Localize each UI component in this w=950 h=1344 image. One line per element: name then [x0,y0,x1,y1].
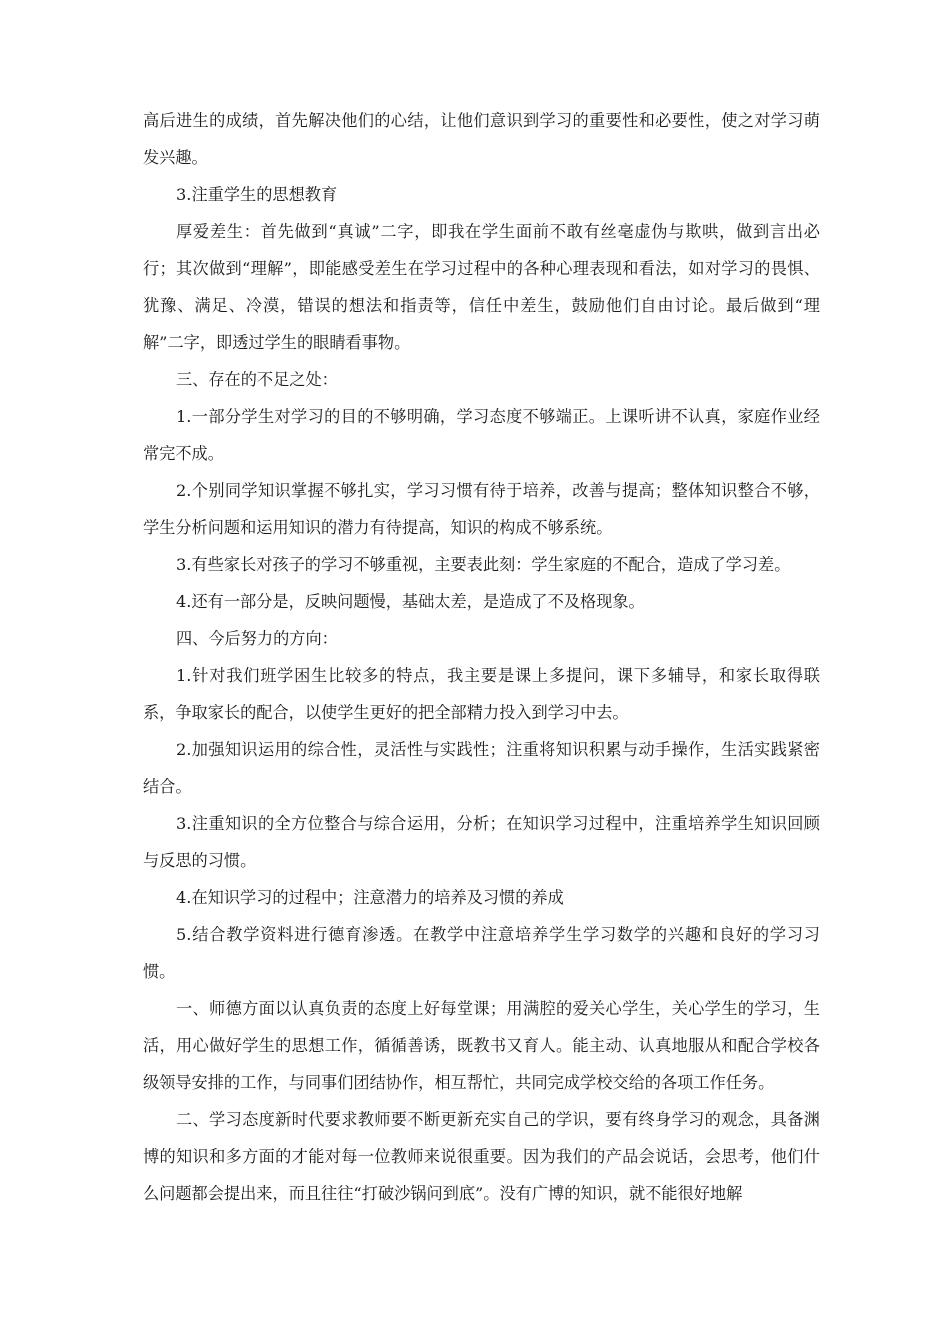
paragraph-shortcoming-3: 3.有些家长对孩子的学习不够重视，主要表此刻：学生家庭的不配合，造成了学习差。 [176,555,791,574]
paragraph-direction-3: 3.注重知识的全方位整合与综合运用，分析；在知识学习过程中，注重培养学生知识回顾与反思的习惯。 [143,814,820,870]
paragraph-shortcoming-4: 4.还有一部分是，反映问题慢，基础太差，是造成了不及格现象。 [176,592,645,611]
section-heading-future-direction: 四、今后努力的方向： [176,629,338,648]
paragraph-care-for-students: 厚爱差生：首先做到“真诚”二字，即我在学生面前不敢有丝毫虚伪与欺哄，做到言出必行；其次做到“理解”，即能感受差生在学习过程中的各种心理表现和看法，如对学习的畏惧、犹豫、满足、冷漠，错误的想法和指责等，信任中差生，鼓励他们自由讨论。最后做到“理解”二字，即透过学生的眼睛看事物。 [143,222,820,352]
paragraph-teacher-ethics: 一、师德方面以认真负责的态度上好每堂课；用满腔的爱关心学生，关心学生的学习，生活，用心做好学生的思想工作，循循善诱，既教书又育人。能主动、认真地服从和配合学校各级领导安排的工作，与同事们团结协作，相互帮忙，共同完成学校交给的各项工作任务。 [143,999,820,1092]
paragraph-direction-2: 2.加强知识运用的综合性，灵活性与实践性；注重将知识积累与动手操作，生活实践紧密结合。 [143,740,820,796]
paragraph-learning-attitude: 二、学习态度新时代要求教师要不断更新充实自己的学识，要有终身学习的观念，具备渊博的知识和多方面的才能对每一位教师来说很重要。因为我们的产品会说话，会思考，他们什么问题都会提出来，而且往往“打破沙锅问到底”。没有广博的知识，就不能很好地解 [143,1110,820,1203]
paragraph-shortcoming-2: 2.个别同学知识掌握不够扎实，学习习惯有待于培养，改善与提高；整体知识整合不够，学生分析问题和运用知识的潜力有待提高，知识的构成不够系统。 [143,481,820,537]
paragraph-continuation: 高后进生的成绩，首先解决他们的心结，让他们意识到学习的重要性和必要性，使之对学习萌发兴趣。 [143,111,820,167]
paragraph-direction-5: 5.结合教学资料进行德育渗透。在教学中注意培养学生学习数学的兴趣和良好的学习习惯。 [143,925,820,981]
paragraph-heading-thought-education: 3.注重学生的思想教育 [176,185,338,204]
paragraph-shortcoming-1: 1.一部分学生对学习的目的不够明确，学习态度不够端正。上课听讲不认真，家庭作业经常完不成。 [143,407,820,463]
section-heading-shortcomings: 三、存在的不足之处： [176,370,338,389]
paragraph-direction-4: 4.在知识学习的过程中；注意潜力的培养及习惯的养成 [176,888,564,907]
paragraph-direction-1: 1.针对我们班学困生比较多的特点，我主要是课上多提问，课下多辅导，和家长取得联系，争取家长的配合，以使学生更好的把全部精力投入到学习中去。 [143,666,820,722]
